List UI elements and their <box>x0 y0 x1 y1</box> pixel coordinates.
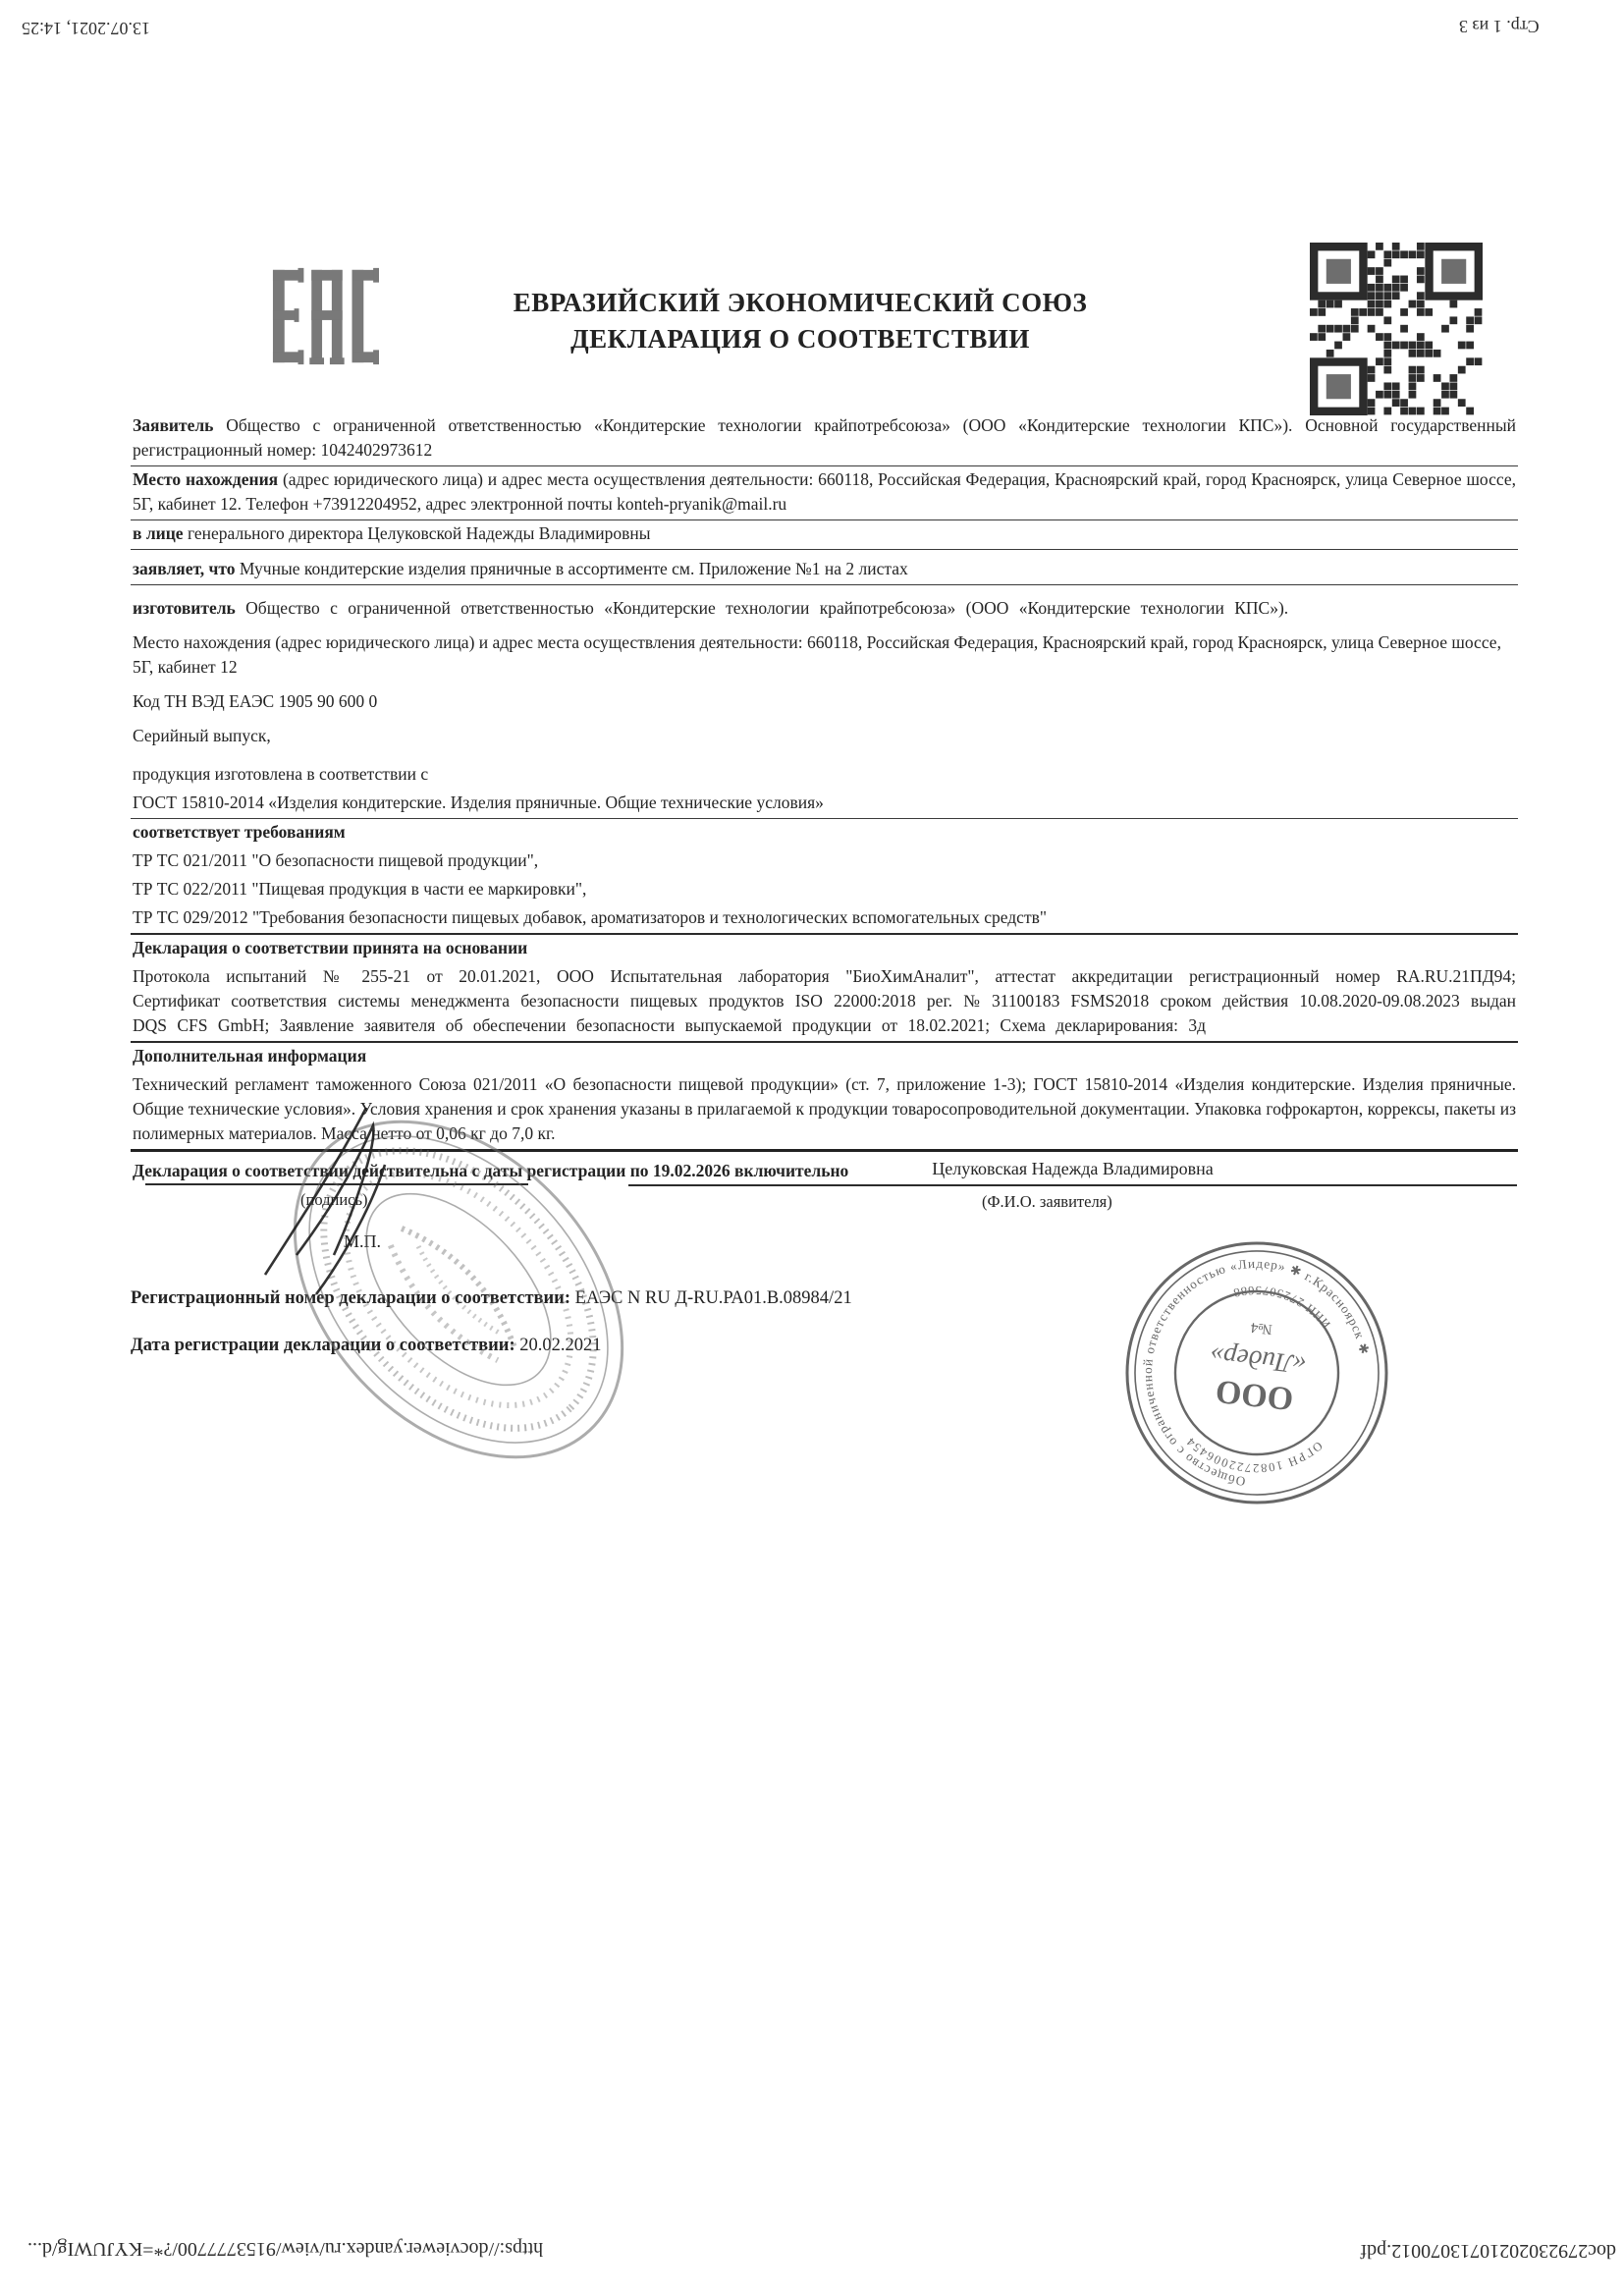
round-stamp-icon <box>1119 1235 1394 1510</box>
page-indicator: Стр. 1 из 3 <box>1459 17 1540 36</box>
row-tr-ts-029: ТР ТС 029/2012 "Требования безопасности пищевых добавок, ароматизаторов и технологических вспомогательных средств" <box>131 904 1518 935</box>
oval-stamp-icon <box>257 1108 660 1471</box>
round-stamp-outer-text: Общество с ограниченной ответственностью «Лидер» ✱ г.Красноярск ✱ <box>1139 1255 1373 1490</box>
row-tnved-code: Код ТН ВЭД ЕАЭС 1905 90 600 0 <box>133 691 378 711</box>
round-stamp-ogrn: ОГРН 1082722006454 <box>1182 1434 1326 1476</box>
eac-logo-icon <box>271 267 379 365</box>
document-title <box>412 285 1188 357</box>
title-line-1: ЕВРАЗИЙСКИЙ ЭКОНОМИЧЕСКИЙ СОЮЗ <box>513 288 1088 317</box>
row-applicant: Заявитель Общество с ограниченной ответственностью «Кондитерские технологии крайпотребсоюза» (ООО «Кондитерские технологии КПС»). Основной государственный регистрационный номер: 1042402973612 <box>131 412 1518 466</box>
round-stamp-number: №4 <box>1250 1319 1273 1338</box>
fio-caption: (Ф.И.О. заявителя) <box>982 1192 1112 1211</box>
declaration-body <box>131 412 1518 1186</box>
row-declares: заявляет, что Мучные кондитерские изделия пряничные в ассортименте см. Приложение №1 на 2 листах <box>131 556 1518 585</box>
registration-number: Регистрационный номер декларации о соответствии: ЕАЭС N RU Д-RU.РА01.В.08984/21 <box>131 1288 852 1308</box>
row-applicant-address: Место нахождения (адрес юридического лица) и адрес места осуществления деятельности: 660118, Российская Федерация, Красноярский край, город Красноярск, улица Северное шоссе, 5Г, кабинет 12. Телефон +73912204952, адрес электронной почты konteh-pryanik@mail.ru <box>131 466 1518 520</box>
row-basis-text: Протокола испытаний № 255-21 от 20.01.2021, ООО Испытательная лаборатория "БиоХимАналит", аттестат аккредитации регистрационный номер RA.RU.21ПД94; Сертификат соответствия системы менеджмента безопасности пищевых продуктов ISO 22000:2018 рег. № 31100183 FSMS2018 сроком действия 10.08.2020-09.08.2023 выдан DQS CFS GmbH; Заявление заявителя об обеспечении безопасности выпускаемой продукции от 18.02.2021; Схема декларирования: 3д <box>131 963 1518 1043</box>
row-manufacturer: изготовитель Общество с ограниченной ответственностью «Кондитерские технологии крайпотребсоюза» (ООО «Кондитерские технологии КПС»). <box>133 598 1289 618</box>
title-line-2: ДЕКЛАРАЦИЯ О СООТВЕТСТВИИ <box>570 324 1030 354</box>
mp-seal-label: М.П. <box>344 1231 382 1251</box>
source-url: https://docviewer.yandex.ru/view/9153777700/?*=KYJUWIg/d... <box>27 2238 544 2260</box>
source-filename: doc27923020210713070012.pdf <box>1360 2240 1616 2262</box>
row-director: в лице генерального директора Целуковской Надежды Владимировны <box>131 520 1518 550</box>
round-stamp-lider: «Лидер» <box>1208 1340 1308 1381</box>
row-gost: ГОСТ 15810-2014 «Изделия кондитерские. Изделия пряничные. Общие технические условия» <box>131 790 1518 819</box>
row-made-according: продукция изготовлена в соответствии с <box>133 764 429 784</box>
row-serial: Серийный выпуск, <box>133 726 271 745</box>
row-additional-text: Технический регламент таможенного Союза 021/2011 «О безопасности пищевой продукции» (ст. 7, приложение 1-3); ГОСТ 15810-2014 «Изделия кондитерские. Изделия пряничные. Общие технические условия». Условия хранения и срок хранения указаны в прилагаемой к продукции товаросопроводительной документации. Упаковка гофрокартон, коррексы, пакеты из полимерных материалов. Масса нетто от 0,06 кг до 7,0 кг. <box>131 1071 1518 1152</box>
applicant-name: Целуковская Надежда Владимировна <box>932 1159 1214 1178</box>
row-complies: соответствует требованиям <box>133 822 346 842</box>
round-stamp-inn: ИНН 2725075688 <box>1230 1283 1333 1332</box>
row-tr-ts-022: ТР ТС 022/2011 "Пищевая продукция в части ее маркировки", <box>133 879 587 899</box>
row-basis-heading: Декларация о соответствии принята на основании <box>133 938 528 957</box>
round-stamp-ooo: ООО <box>1214 1372 1296 1417</box>
registration-date: Дата регистрации декларации о соответствии: 20.02.2021 <box>131 1336 602 1355</box>
qr-code-icon <box>1308 243 1485 415</box>
signature-caption: (подпись) <box>300 1190 368 1209</box>
row-validity: Декларация о соответствии действительна с даты регистрации по 19.02.2026 включительно <box>133 1161 849 1180</box>
row-manufacturer-address: Место нахождения (адрес юридического лица) и адрес места осуществления деятельности: 660118, Российская Федерация, Красноярский край, город Красноярск, улица Северное шоссе, 5Г, кабинет 12 <box>133 632 1501 677</box>
row-tr-ts-021: ТР ТС 021/2011 "О безопасности пищевой продукции", <box>133 850 539 870</box>
print-timestamp: 13.07.2021, 14:25 <box>22 19 151 38</box>
row-additional-heading: Дополнительная информация <box>133 1046 367 1066</box>
signature-line-right <box>628 1184 1517 1186</box>
